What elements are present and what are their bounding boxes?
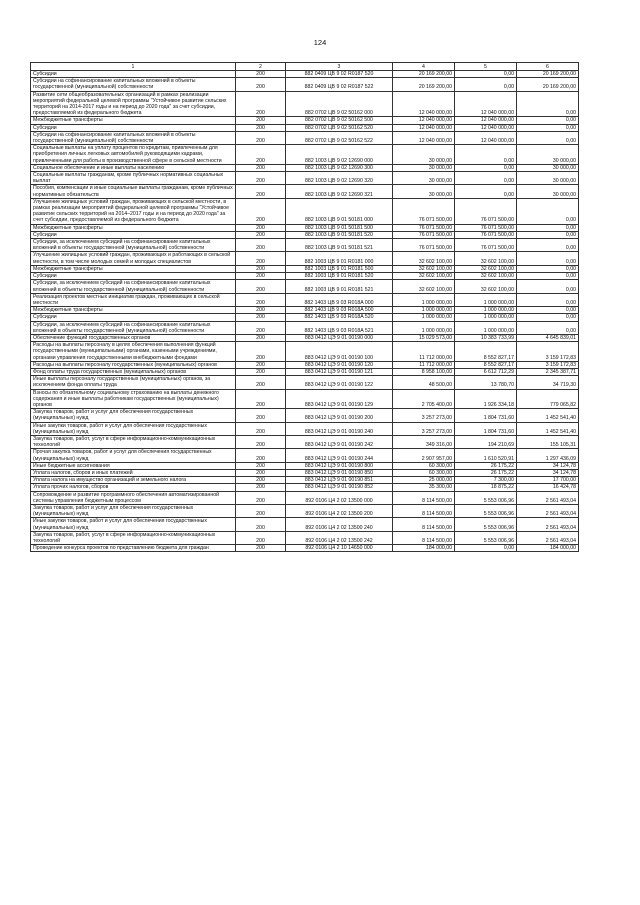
header-col-4: 4: [393, 63, 455, 71]
row-executed-amount-cell: 1 926 334,18: [455, 389, 517, 409]
table-row: [31, 273, 579, 280]
row-code-cell: 200: [236, 484, 286, 491]
table-row: [31, 462, 579, 469]
row-classification-cell: 883 0412 ЦЭ 9 01 00190 200: [286, 409, 393, 422]
row-name-cell: Закупка товаров, работ и услуг для обеспечения государственных (муниципальных) нужд: [31, 409, 236, 422]
row-remaining-amount-cell: 0,00: [517, 198, 579, 224]
table-row: [31, 484, 579, 491]
row-remaining-amount-cell: 0,00: [517, 91, 579, 117]
row-plan-amount-cell: 8 958 100,00: [393, 368, 455, 375]
row-code-cell: 200: [236, 239, 286, 252]
header-col-5: 5: [455, 63, 517, 71]
row-plan-amount-cell: 20 169 200,00: [393, 78, 455, 91]
row-executed-amount-cell: 76 071 500,00: [455, 239, 517, 252]
row-name-cell: Закупка товаров, работ, услуг в сфере информационно-коммуникационных технологий: [31, 435, 236, 448]
row-code-cell: 200: [236, 389, 286, 409]
table-body: [31, 71, 579, 552]
row-classification-cell: 892 0106 Ц4 2 10 14650 000: [286, 545, 393, 552]
row-name-cell: Развитие сети общеобразовательных организаций в рамках реализации мероприятий федеральной целевой программы "Устойчивое развитие сельских территорий на 2014-2017 годы и на период до 2020 года" за счет субсидии, предоставляемой из федерального бюджета: [31, 91, 236, 117]
row-remaining-amount-cell: 16 424,78: [517, 484, 579, 491]
row-classification-cell: 882 1003 ЦВ 9 01 R0181 500: [286, 265, 393, 272]
row-name-cell: Фонд оплаты труда государственных (муниципальных) органов: [31, 368, 236, 375]
row-remaining-amount-cell: 34 124,78: [517, 462, 579, 469]
row-plan-amount-cell: 11 712 000,00: [393, 342, 455, 362]
row-remaining-amount-cell: 0,00: [517, 224, 579, 231]
row-executed-amount-cell: 10 383 733,99: [455, 334, 517, 341]
row-executed-amount-cell: 6 612 712,29: [455, 368, 517, 375]
row-code-cell: 200: [236, 293, 286, 306]
row-plan-amount-cell: 76 071 500,00: [393, 198, 455, 224]
row-executed-amount-cell: 32 602 100,00: [455, 252, 517, 265]
row-remaining-amount-cell: 20 169 200,00: [517, 71, 579, 78]
row-code-cell: 200: [236, 469, 286, 476]
row-classification-cell: 882 0409 ЦВ 9 02 R0187 520: [286, 71, 393, 78]
row-remaining-amount-cell: 3 159 172,83: [517, 361, 579, 368]
row-executed-amount-cell: 76 071 500,00: [455, 198, 517, 224]
row-code-cell: 200: [236, 231, 286, 238]
row-remaining-amount-cell: 0,00: [517, 124, 579, 131]
row-code-cell: 200: [236, 409, 286, 422]
row-name-cell: Социальные выплаты на уплату процентов по кредитам, привлеченным для приобретения личных легковых автомобилей руководящими кадрами, привлеченными для работы в производственной сфере в сельской местности: [31, 145, 236, 165]
row-plan-amount-cell: 1 000 000,00: [393, 314, 455, 321]
row-code-cell: 200: [236, 117, 286, 124]
row-classification-cell: 883 0412 ЦЭ 9 01 00190 240: [286, 422, 393, 435]
row-code-cell: 200: [236, 361, 286, 368]
table-row: [31, 505, 579, 518]
row-name-cell: Социальное обеспечение и иные выплаты населению: [31, 164, 236, 171]
row-code-cell: 200: [236, 78, 286, 91]
row-plan-amount-cell: 11 712 000,00: [393, 361, 455, 368]
row-remaining-amount-cell: 34 124,78: [517, 469, 579, 476]
row-plan-amount-cell: 48 500,00: [393, 376, 455, 389]
row-name-cell: Межбюджетные трансферты: [31, 265, 236, 272]
row-classification-cell: 883 0412 ЦЭ 9 01 00190 242: [286, 435, 393, 448]
row-plan-amount-cell: 3 257 273,00: [393, 409, 455, 422]
table-row: [31, 409, 579, 422]
row-plan-amount-cell: 8 114 500,00: [393, 491, 455, 504]
row-name-cell: Межбюджетные трансферты: [31, 224, 236, 231]
table-row: [31, 224, 579, 231]
header-row: [31, 63, 579, 71]
row-code-cell: 200: [236, 252, 286, 265]
table-row: [31, 422, 579, 435]
table-row: [31, 185, 579, 198]
row-classification-cell: 882 0702 ЦВ 9 02 50162 520: [286, 124, 393, 131]
row-name-cell: Уплата прочих налогов, сборов: [31, 484, 236, 491]
row-plan-amount-cell: 2 705 400,00: [393, 389, 455, 409]
row-executed-amount-cell: 1 610 520,91: [455, 449, 517, 462]
row-classification-cell: 882 1003 ЦВ 9 02 12690 000: [286, 145, 393, 165]
table-row: [31, 314, 579, 321]
row-executed-amount-cell: 13 780,70: [455, 376, 517, 389]
row-plan-amount-cell: 32 602 100,00: [393, 252, 455, 265]
row-classification-cell: 892 0106 Ц4 2 02 13500 200: [286, 505, 393, 518]
row-plan-amount-cell: 12 040 000,00: [393, 131, 455, 144]
row-classification-cell: 882 0702 ЦВ 9 02 50162 500: [286, 117, 393, 124]
row-code-cell: 200: [236, 462, 286, 469]
row-remaining-amount-cell: 4 645 839,01: [517, 334, 579, 341]
row-executed-amount-cell: 5 553 006,96: [455, 491, 517, 504]
table-row: [31, 531, 579, 544]
row-name-cell: Межбюджетные трансферты: [31, 307, 236, 314]
table-row: [31, 78, 579, 91]
row-name-cell: Субсидии, за исключением субсидий на софинансирование капитальных вложений в объекты государственной (муниципальной) собственности: [31, 239, 236, 252]
row-remaining-amount-cell: 0,00: [517, 314, 579, 321]
row-name-cell: Сопровождение и развитие программного обеспечения автоматизированной системы управления бюджетным процессом: [31, 491, 236, 504]
table-row: [31, 71, 579, 78]
row-classification-cell: 882 1003 ЦВ 9 01 50181 500: [286, 224, 393, 231]
row-classification-cell: 892 0106 Ц4 2 02 13500 000: [286, 491, 393, 504]
row-executed-amount-cell: 76 071 500,00: [455, 224, 517, 231]
row-remaining-amount-cell: 0,00: [517, 231, 579, 238]
row-code-cell: 200: [236, 518, 286, 531]
header-col-3: 3: [286, 63, 393, 71]
row-name-cell: Расходы на выплаты персоналу государственных (муниципальных) органов: [31, 361, 236, 368]
row-remaining-amount-cell: 0,00: [517, 252, 579, 265]
row-name-cell: Субсидии: [31, 231, 236, 238]
table-row: [31, 198, 579, 224]
row-classification-cell: 883 0412 ЦЭ 9 01 00190 122: [286, 376, 393, 389]
row-code-cell: 200: [236, 435, 286, 448]
row-remaining-amount-cell: 1 452 541,40: [517, 422, 579, 435]
row-classification-cell: 883 0412 ЦЭ 9 01 00190 852: [286, 484, 393, 491]
table-row: [31, 91, 579, 117]
table-row: [31, 449, 579, 462]
row-name-cell: Уплата налогов, сборов и иных платежей: [31, 469, 236, 476]
table-row: [31, 518, 579, 531]
table-row: [31, 477, 579, 484]
row-plan-amount-cell: 12 040 000,00: [393, 117, 455, 124]
row-executed-amount-cell: 0,00: [455, 145, 517, 165]
row-remaining-amount-cell: 20 169 200,00: [517, 78, 579, 91]
row-remaining-amount-cell: 779 065,82: [517, 389, 579, 409]
row-classification-cell: 882 1003 ЦВ 9 01 50181 521: [286, 239, 393, 252]
row-executed-amount-cell: 32 602 100,00: [455, 265, 517, 272]
row-name-cell: Субсидии: [31, 273, 236, 280]
row-executed-amount-cell: 1 000 000,00: [455, 314, 517, 321]
row-remaining-amount-cell: 30 000,00: [517, 164, 579, 171]
row-classification-cell: 882 0409 ЦВ 9 02 R0187 522: [286, 78, 393, 91]
row-classification-cell: 882 1403 ЦВ 9 03 R018A 000: [286, 293, 393, 306]
row-executed-amount-cell: 1 804 731,60: [455, 409, 517, 422]
row-code-cell: 200: [236, 224, 286, 231]
row-code-cell: 200: [236, 531, 286, 544]
row-classification-cell: 882 1003 ЦВ 9 02 12690 300: [286, 164, 393, 171]
table-row: [31, 231, 579, 238]
row-name-cell: Субсидии, за исключением субсидий на софинансирование капитальных вложений в объекты государственной (муниципальной) собственности: [31, 280, 236, 293]
row-executed-amount-cell: 0,00: [455, 545, 517, 552]
row-code-cell: 200: [236, 185, 286, 198]
row-name-cell: Иные бюджетные ассигнования: [31, 462, 236, 469]
row-executed-amount-cell: 8 552 827,17: [455, 342, 517, 362]
row-plan-amount-cell: 1 000 000,00: [393, 293, 455, 306]
row-classification-cell: 883 0412 ЦЭ 9 01 00190 100: [286, 342, 393, 362]
row-code-cell: 200: [236, 91, 286, 117]
row-remaining-amount-cell: 0,00: [517, 239, 579, 252]
table-row: [31, 334, 579, 341]
row-code-cell: 200: [236, 368, 286, 375]
row-name-cell: Иные закупки товаров, работ и услуг для обеспечения государственных (муниципальных) нужд: [31, 518, 236, 531]
row-plan-amount-cell: 1 000 000,00: [393, 307, 455, 314]
row-code-cell: 200: [236, 71, 286, 78]
table-row: [31, 117, 579, 124]
row-classification-cell: 883 0412 ЦЭ 9 01 00190 850: [286, 469, 393, 476]
row-remaining-amount-cell: 0,00: [517, 273, 579, 280]
row-remaining-amount-cell: 0,00: [517, 131, 579, 144]
row-name-cell: Субсидии на софинансирование капитальных вложений в объекты государственной (муниципальной) собственности: [31, 78, 236, 91]
row-code-cell: 200: [236, 198, 286, 224]
table-row: [31, 376, 579, 389]
row-code-cell: 200: [236, 491, 286, 504]
table-row: [31, 361, 579, 368]
row-code-cell: 200: [236, 505, 286, 518]
row-executed-amount-cell: 1 000 000,00: [455, 293, 517, 306]
row-remaining-amount-cell: 184 000,00: [517, 545, 579, 552]
row-plan-amount-cell: 30 000,00: [393, 172, 455, 185]
row-remaining-amount-cell: 1 452 541,40: [517, 409, 579, 422]
row-remaining-amount-cell: 0,00: [517, 321, 579, 334]
row-code-cell: 200: [236, 124, 286, 131]
row-executed-amount-cell: 5 553 006,96: [455, 518, 517, 531]
row-remaining-amount-cell: 34 719,30: [517, 376, 579, 389]
table-row: [31, 131, 579, 144]
table-row: [31, 145, 579, 165]
row-plan-amount-cell: 12 040 000,00: [393, 91, 455, 117]
table-row: [31, 469, 579, 476]
row-remaining-amount-cell: 30 000,00: [517, 145, 579, 165]
row-executed-amount-cell: 5 553 006,96: [455, 531, 517, 544]
row-executed-amount-cell: 0,00: [455, 71, 517, 78]
row-name-cell: Улучшение жилищных условий граждан, проживающих в сельской местности, в рамках реализации мероприятий федеральной целевой программы "Устойчивое развитие сельских территорий на 2014–2017 годы и на период до 2020 года" за счет субсидии, предоставляемой из федерального бюджета: [31, 198, 236, 224]
table-row: [31, 124, 579, 131]
row-name-cell: Проведение конкурса проектов по представлению бюджета для граждан: [31, 545, 236, 552]
row-classification-cell: 882 1003 ЦВ 9 01 50181 000: [286, 198, 393, 224]
row-remaining-amount-cell: 30 000,00: [517, 172, 579, 185]
row-remaining-amount-cell: 2 345 387,71: [517, 368, 579, 375]
table-row: [31, 307, 579, 314]
row-classification-cell: 883 0412 ЦЭ 9 01 00190 851: [286, 477, 393, 484]
row-code-cell: 200: [236, 265, 286, 272]
row-executed-amount-cell: 0,00: [455, 78, 517, 91]
row-remaining-amount-cell: 0,00: [517, 280, 579, 293]
row-classification-cell: 882 1403 ЦВ 9 03 R018A 500: [286, 307, 393, 314]
row-classification-cell: 883 0412 ЦЭ 9 01 00190 244: [286, 449, 393, 462]
row-name-cell: Социальные выплаты гражданам, кроме публичных нормативных социальных выплат: [31, 172, 236, 185]
table-row: [31, 368, 579, 375]
row-name-cell: Прочая закупка товаров, работ и услуг для обеспечения государственных (муниципальных) нужд: [31, 449, 236, 462]
row-name-cell: Уплата налога на имущество организаций и земельного налога: [31, 477, 236, 484]
row-name-cell: Закупка товаров, работ и услуг для обеспечения государственных (муниципальных) нужд: [31, 505, 236, 518]
row-code-cell: 200: [236, 172, 286, 185]
row-name-cell: Обеспечение функций государственных органов: [31, 334, 236, 341]
header-col-6: 6: [517, 63, 579, 71]
table-row: [31, 435, 579, 448]
row-name-cell: Расходы на выплаты персоналу в целях обеспечения выполнения функций государственными (муниципальными) органами, казенными учреждениями, органами управления государственными внебюджетными фондами: [31, 342, 236, 362]
row-remaining-amount-cell: 0,00: [517, 293, 579, 306]
row-plan-amount-cell: 8 114 500,00: [393, 531, 455, 544]
row-name-cell: Взносы по обязательному социальному страхованию на выплаты денежного содержания и иные выплаты работникам государственных (муниципальных) органов: [31, 389, 236, 409]
row-executed-amount-cell: 0,00: [455, 164, 517, 171]
row-plan-amount-cell: 349 316,00: [393, 435, 455, 448]
table-row: [31, 280, 579, 293]
table-row: [31, 293, 579, 306]
row-remaining-amount-cell: 3 159 172,83: [517, 342, 579, 362]
row-executed-amount-cell: 12 040 000,00: [455, 131, 517, 144]
row-classification-cell: 882 1403 ЦВ 9 03 R018A 520: [286, 314, 393, 321]
row-remaining-amount-cell: 2 561 493,04: [517, 531, 579, 544]
row-remaining-amount-cell: 2 561 493,04: [517, 491, 579, 504]
row-classification-cell: 883 0412 ЦЭ 9 01 00190 129: [286, 389, 393, 409]
row-name-cell: Иные закупки товаров, работ и услуг для обеспечения государственных (муниципальных) нужд: [31, 422, 236, 435]
row-code-cell: 200: [236, 334, 286, 341]
row-remaining-amount-cell: 0,00: [517, 307, 579, 314]
row-executed-amount-cell: 32 602 100,00: [455, 273, 517, 280]
row-name-cell: Закупка товаров, работ, услуг в сфере информационно-коммуникационных технологий: [31, 531, 236, 544]
row-plan-amount-cell: 8 114 500,00: [393, 505, 455, 518]
table-row: [31, 252, 579, 265]
row-code-cell: 200: [236, 376, 286, 389]
row-plan-amount-cell: 76 071 500,00: [393, 239, 455, 252]
row-executed-amount-cell: 0,00: [455, 172, 517, 185]
page-number: 124: [313, 38, 327, 47]
table-row: [31, 239, 579, 252]
row-plan-amount-cell: 3 257 273,00: [393, 422, 455, 435]
row-name-cell: Субсидии, за исключением субсидий на софинансирование капитальных вложений в объекты государственной (муниципальной) собственности: [31, 321, 236, 334]
row-classification-cell: 882 0702 ЦВ 9 02 50162 000: [286, 91, 393, 117]
table-row: [31, 491, 579, 504]
row-executed-amount-cell: 8 552 827,17: [455, 361, 517, 368]
row-classification-cell: 882 0702 ЦВ 9 02 50162 522: [286, 131, 393, 144]
row-plan-amount-cell: 60 300,00: [393, 462, 455, 469]
row-executed-amount-cell: 26 175,22: [455, 462, 517, 469]
row-plan-amount-cell: 76 071 500,00: [393, 224, 455, 231]
row-name-cell: Субсидии: [31, 124, 236, 131]
row-executed-amount-cell: 12 040 000,00: [455, 124, 517, 131]
row-classification-cell: 882 1003 ЦВ 9 02 12690 320: [286, 172, 393, 185]
row-remaining-amount-cell: 30 000,00: [517, 185, 579, 198]
row-code-cell: 200: [236, 131, 286, 144]
table-row: [31, 321, 579, 334]
row-executed-amount-cell: 76 071 500,00: [455, 231, 517, 238]
row-executed-amount-cell: 0,00: [455, 185, 517, 198]
row-classification-cell: 882 1003 ЦВ 9 01 R0181 520: [286, 273, 393, 280]
row-executed-amount-cell: 12 040 000,00: [455, 117, 517, 124]
row-plan-amount-cell: 30 000,00: [393, 164, 455, 171]
row-plan-amount-cell: 76 071 500,00: [393, 231, 455, 238]
row-executed-amount-cell: 26 175,22: [455, 469, 517, 476]
row-name-cell: Улучшение жилищных условий граждан, проживающих и работающих в сельской местности, в том числе молодых семей и молодых специалистов: [31, 252, 236, 265]
row-code-cell: 200: [236, 545, 286, 552]
row-plan-amount-cell: 12 040 000,00: [393, 124, 455, 131]
row-classification-cell: 883 0412 ЦЭ 9 01 00190 800: [286, 462, 393, 469]
row-code-cell: 200: [236, 280, 286, 293]
row-remaining-amount-cell: 2 561 493,04: [517, 505, 579, 518]
row-plan-amount-cell: 15 029 573,00: [393, 334, 455, 341]
row-plan-amount-cell: 184 000,00: [393, 545, 455, 552]
row-classification-cell: 882 1003 ЦВ 9 01 R0181 521: [286, 280, 393, 293]
row-classification-cell: 883 0412 ЦЭ 9 01 00190 121: [286, 368, 393, 375]
row-executed-amount-cell: 32 602 100,00: [455, 280, 517, 293]
table-row: [31, 265, 579, 272]
row-executed-amount-cell: 1 804 731,60: [455, 422, 517, 435]
row-executed-amount-cell: 7 300,00: [455, 477, 517, 484]
row-code-cell: 200: [236, 422, 286, 435]
row-plan-amount-cell: 32 602 100,00: [393, 265, 455, 272]
row-executed-amount-cell: 5 553 006,96: [455, 505, 517, 518]
row-plan-amount-cell: 1 000 000,00: [393, 321, 455, 334]
row-executed-amount-cell: 1 000 000,00: [455, 307, 517, 314]
header-col-2: 2: [236, 63, 286, 71]
row-plan-amount-cell: 32 602 100,00: [393, 273, 455, 280]
row-code-cell: 200: [236, 321, 286, 334]
table-row: [31, 172, 579, 185]
row-classification-cell: 892 0106 Ц4 2 02 13500 240: [286, 518, 393, 531]
row-remaining-amount-cell: 155 105,31: [517, 435, 579, 448]
row-code-cell: 200: [236, 314, 286, 321]
row-plan-amount-cell: 20 169 200,00: [393, 71, 455, 78]
row-plan-amount-cell: 35 300,00: [393, 484, 455, 491]
table-row: [31, 389, 579, 409]
table-row: [31, 342, 579, 362]
row-name-cell: Иные выплаты персоналу государственных (муниципальных) органов, за исключением фонда оплаты труда: [31, 376, 236, 389]
row-code-cell: 200: [236, 477, 286, 484]
row-classification-cell: 882 1403 ЦВ 9 03 R018A 521: [286, 321, 393, 334]
row-name-cell: Субсидии: [31, 71, 236, 78]
header-col-1: 1: [31, 63, 236, 71]
row-plan-amount-cell: 2 907 957,00: [393, 449, 455, 462]
row-code-cell: 200: [236, 342, 286, 362]
row-remaining-amount-cell: 17 700,00: [517, 477, 579, 484]
row-code-cell: 200: [236, 307, 286, 314]
row-plan-amount-cell: 30 000,00: [393, 185, 455, 198]
budget-table: [30, 62, 579, 552]
row-executed-amount-cell: 12 040 000,00: [455, 91, 517, 117]
row-code-cell: 200: [236, 449, 286, 462]
row-classification-cell: 882 1003 ЦВ 9 02 12690 321: [286, 185, 393, 198]
row-classification-cell: 882 1003 ЦВ 9 01 50181 520: [286, 231, 393, 238]
row-plan-amount-cell: 60 300,00: [393, 469, 455, 476]
row-executed-amount-cell: 194 210,69: [455, 435, 517, 448]
row-code-cell: 200: [236, 145, 286, 165]
row-classification-cell: 883 0412 ЦЭ 9 01 00190 000: [286, 334, 393, 341]
row-plan-amount-cell: 32 602 100,00: [393, 280, 455, 293]
row-name-cell: Межбюджетные трансферты: [31, 117, 236, 124]
row-classification-cell: 892 0106 Ц4 2 02 13500 242: [286, 531, 393, 544]
row-name-cell: Пособия, компенсации и иные социальные выплаты гражданам, кроме публичных нормативных обязательств: [31, 185, 236, 198]
row-remaining-amount-cell: 1 297 436,09: [517, 449, 579, 462]
row-remaining-amount-cell: 0,00: [517, 265, 579, 272]
row-remaining-amount-cell: 0,00: [517, 117, 579, 124]
row-name-cell: Субсидии на софинансирование капитальных вложений в объекты государственной (муниципальной) собственности: [31, 131, 236, 144]
row-classification-cell: 882 1003 ЦВ 9 01 R0181 000: [286, 252, 393, 265]
row-code-cell: 200: [236, 164, 286, 171]
table-row: [31, 545, 579, 552]
row-plan-amount-cell: 30 000,00: [393, 145, 455, 165]
row-name-cell: Субсидии: [31, 314, 236, 321]
row-name-cell: Реализация проектов местных инициатив граждан, проживающих в сельской местности: [31, 293, 236, 306]
row-remaining-amount-cell: 2 561 493,04: [517, 518, 579, 531]
row-executed-amount-cell: 1 000 000,00: [455, 321, 517, 334]
row-plan-amount-cell: 8 114 500,00: [393, 518, 455, 531]
table-row: [31, 164, 579, 171]
row-classification-cell: 883 0412 ЦЭ 9 01 00190 120: [286, 361, 393, 368]
row-code-cell: 200: [236, 273, 286, 280]
row-executed-amount-cell: 18 875,22: [455, 484, 517, 491]
row-plan-amount-cell: 25 000,00: [393, 477, 455, 484]
